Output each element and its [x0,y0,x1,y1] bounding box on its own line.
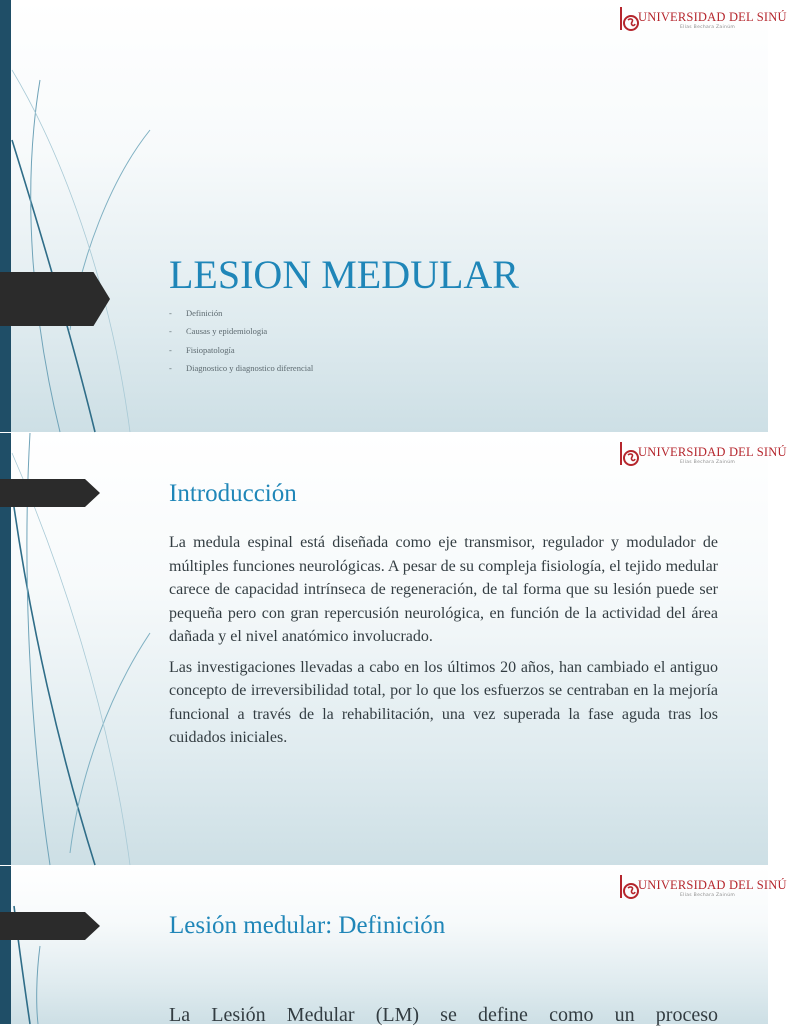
slide-body-text [169,1004,718,1035]
university-tagline: Elías Bechara Zainúm [680,25,736,30]
paragraph: Las investigaciones llevadas a cabo en los últimos 20 años, han cambiado el antiguo concepto de irreversibilidad total, por lo que los esfuerzos se centraban en la mejoría funcional a través de la rehabilitación, una vez superada la fase aguda tras los cuidados iniciales. [169,658,718,746]
university-seal-icon [618,6,640,32]
university-logo [618,4,787,38]
university-name: UNIVERSIDAD DEL SINÚ [638,10,787,24]
section-arrow-shape [0,479,100,507]
slide-title [0,0,787,432]
topic-list [169,304,313,377]
topic-item: - Fisiopatología [169,344,235,355]
slide-definition [0,866,787,1026]
topic-item: - Definición [169,308,223,318]
title-arrow-shape [0,272,110,326]
slide-body-text [169,531,718,757]
decorative-swirl-lines [0,866,200,1024]
university-seal-icon [618,441,640,467]
paragraph: La medula espinal está diseñada como eje transmisor, regulador y modulador de múltiples funciones neurológicas. A pesar de su compleja fisiología, el tejido medular carece de capacidad intrínseca de regeneración, de tal forma que su lesión puede ser pequeña pero con gran repercusión neurológica, en función de la actividad del área dañada y el nivel anatómico involucrado. [169,534,718,645]
presentation-title: LESION MEDULAR [169,252,519,297]
university-logo [618,872,787,906]
university-tagline: Elías Bechara Zainúm [680,893,736,898]
slide-heading: Lesión medular: Definición [169,912,446,939]
university-name: UNIVERSIDAD DEL SINÚ [638,878,787,892]
slide-heading: Introducción [169,480,297,507]
university-name: UNIVERSIDAD DEL SINÚ [638,445,787,459]
university-seal-icon [618,874,640,900]
university-logo [618,439,787,473]
paragraph: La Lesión Medular (LM) se define como un proceso [169,1004,718,1026]
topic-item: - Causas y epidemiologia [169,326,268,337]
section-arrow-shape [0,912,100,940]
topic-item: - Diagnostico y diagnostico diferencial [169,362,314,373]
university-tagline: Elías Bechara Zainúm [680,460,736,465]
slide-introduction [0,433,787,865]
